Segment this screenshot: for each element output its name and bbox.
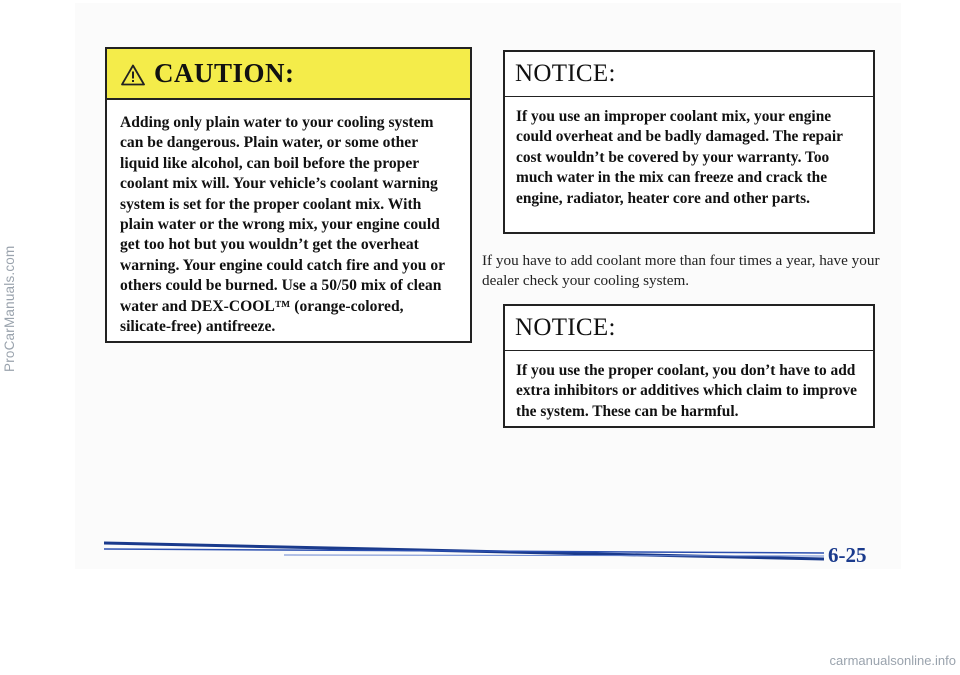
notice-title: NOTICE:: [515, 314, 616, 341]
caution-title: CAUTION:: [154, 58, 295, 88]
notice-box-additives: [503, 304, 875, 428]
page-footer-rule: [104, 535, 824, 565]
caution-box: [105, 47, 472, 343]
notice-text: If you use the proper coolant, you don’t have to add extra inhibitors or additives which claim to improve the system. These can be harmful.: [516, 362, 858, 420]
notice-title: NOTICE:: [515, 60, 616, 87]
body-paragraph: If you have to add coolant more than four times a year, have your dealer check your cooling system.: [482, 252, 880, 289]
bottom-watermark: carmanualsonline.info: [829, 653, 956, 668]
page-number: 6-25: [828, 543, 867, 567]
notice-header: [505, 306, 873, 351]
warning-triangle-icon: [121, 64, 145, 86]
notice-header: [505, 52, 873, 97]
caution-text: Adding only plain water to your cooling system can be dangerous. Plain water, or some other liquid like alcohol, can boil before the proper coolant mix will. Your vehicle’s coolant warning system is set for the proper coolant mix. With plain water or the wrong mix, your engine could get too hot but you wouldn’t get the overheat warning. Your engine could catch fire and you or others could be burned. Use a 50/50 mix of clean water and DEX-COOL™ (orange-colored, silicate-free) antifreeze.: [120, 114, 445, 336]
caution-header: [107, 49, 470, 100]
notice-box-overheat: [503, 50, 875, 234]
side-watermark: ProCarManuals.com: [2, 245, 17, 372]
notice-text: If you use an improper coolant mix, your engine could overheat and be badly damaged. The repair cost wouldn’t be covered by your warranty. Too much water in the mix can freeze and crack the engine, radiator, heater core and other parts.: [516, 108, 843, 207]
